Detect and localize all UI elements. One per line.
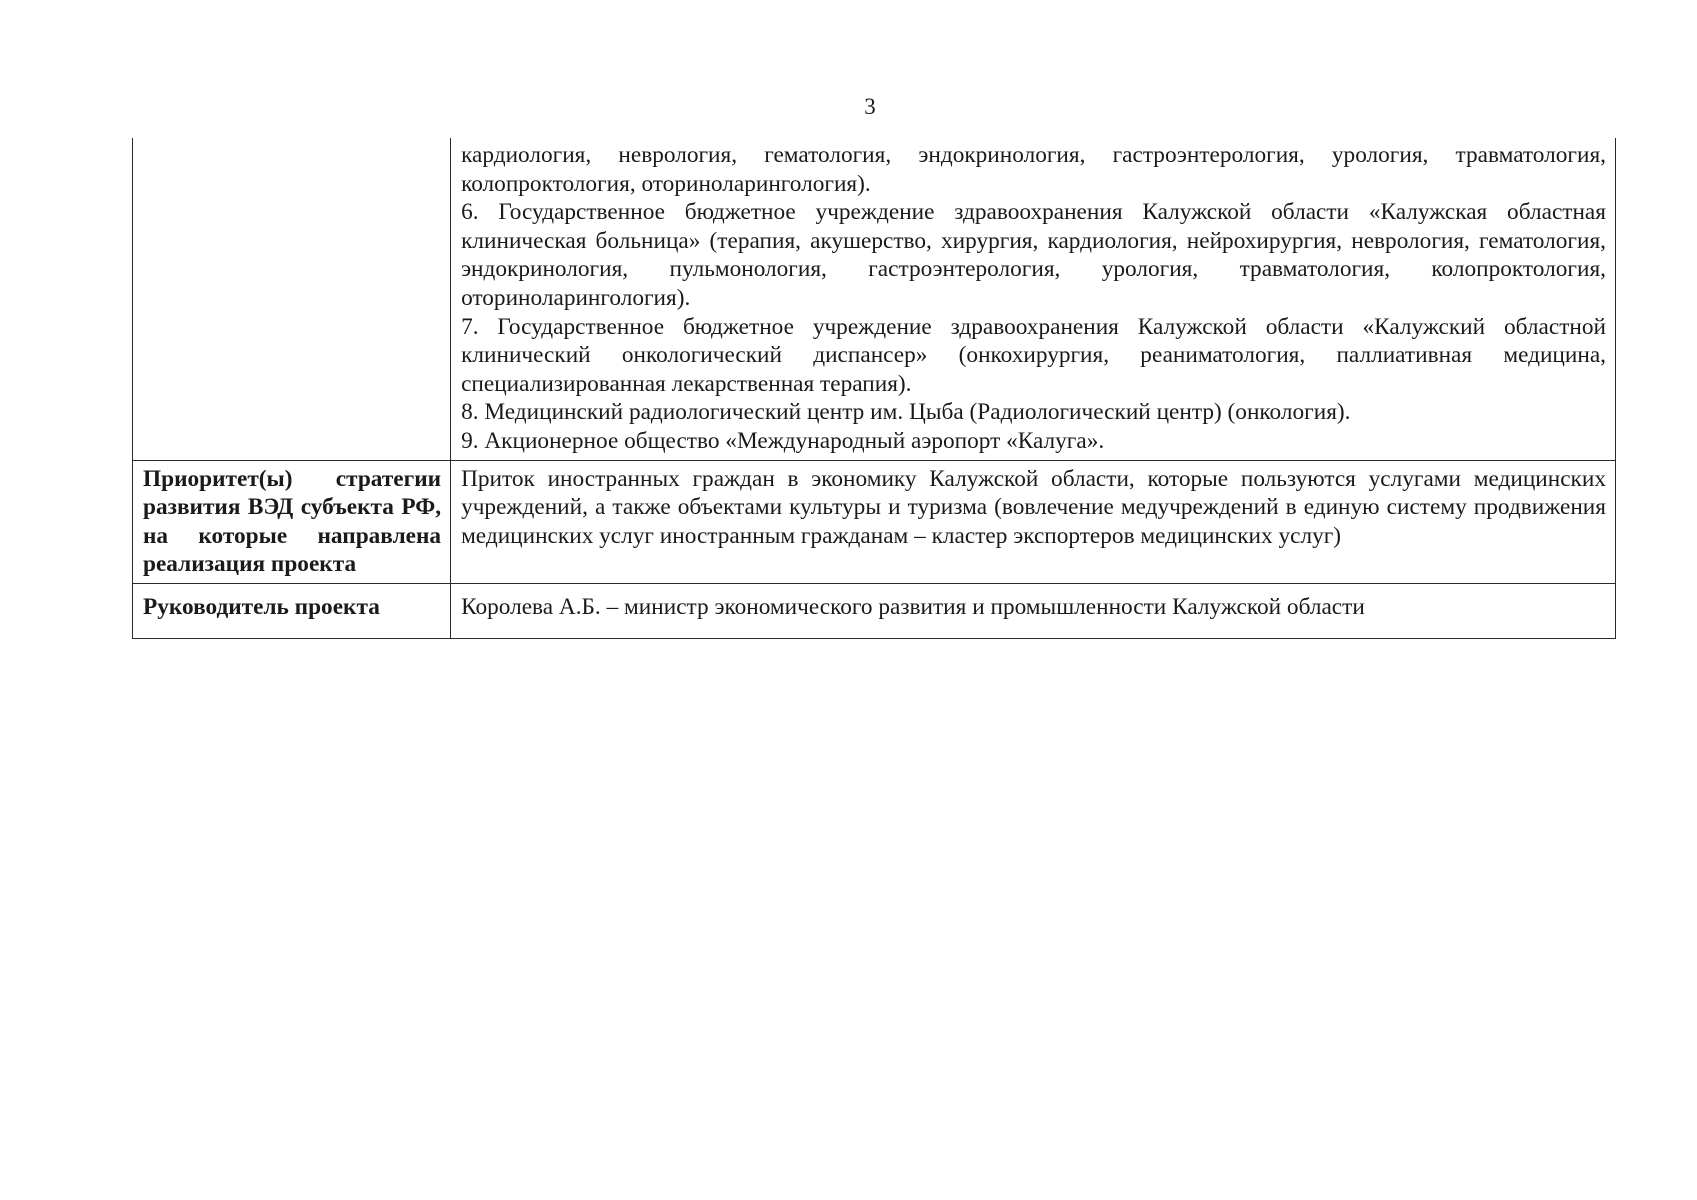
paragraph-item-9: 9. Акционерное общество «Международный аэропорт «Калуга». (461, 427, 1105, 454)
paragraph-item-7: 7. Государственное бюджетное учреждение здравоохранения Калужской области «Калужский областной клинический онкологический диспансер» (онкохирургия, реаниматология, паллиативная медицина, специализированная лекарственная терапия). (461, 313, 1606, 397)
table-row-priorities (133, 460, 1616, 583)
paragraph-specialties-continued: кардиология, неврология, гематология, эндокринология, гастроэнтерология, урология, травматология, колопроктология, оториноларингология). (461, 142, 1606, 197)
row-value-project-leader (451, 583, 1616, 638)
row-value-priorities (451, 460, 1616, 583)
row-label (133, 138, 451, 460)
paragraph-priorities: Приток иностранных граждан в экономику Калужской области, которые пользуются услугами медицинских учреждений, а также объектами культуры и туризма (вовлечение медучреждений в единую систему продвижения медицинских услуг иностранным гражданам – кластер экспортеров медицинских услуг) (461, 465, 1606, 549)
table-row-organizations (133, 138, 1616, 460)
page-number: 3 (864, 94, 876, 119)
table-row-project-leader (133, 583, 1616, 638)
paragraph-item-6: 6. Государственное бюджетное учреждение здравоохранения Калужской области «Калужская областная клиническая больница» (терапия, акушерство, хирургия, кардиология, нейрохирургия, неврология, гематология, эндокринология, пульмонология, гастроэнтерология, урология, травматология, колопроктология, оториноларингология). (461, 199, 1606, 311)
row-label-priorities: Приоритет(ы) стратегии развития ВЭД субъекта РФ, на которые направлена реализация проекта (133, 460, 451, 583)
row-label-project-leader: Руководитель проекта (133, 583, 451, 638)
paragraph-item-8: 8. Медицинский радиологический центр им. Цыба (Радиологический центр) (онкология). (461, 399, 1351, 426)
paragraph-project-leader: Королева А.Б. – министр экономического развития и промышленности Калужской области (461, 593, 1365, 620)
project-info-table (132, 138, 1616, 639)
row-value (451, 138, 1616, 460)
